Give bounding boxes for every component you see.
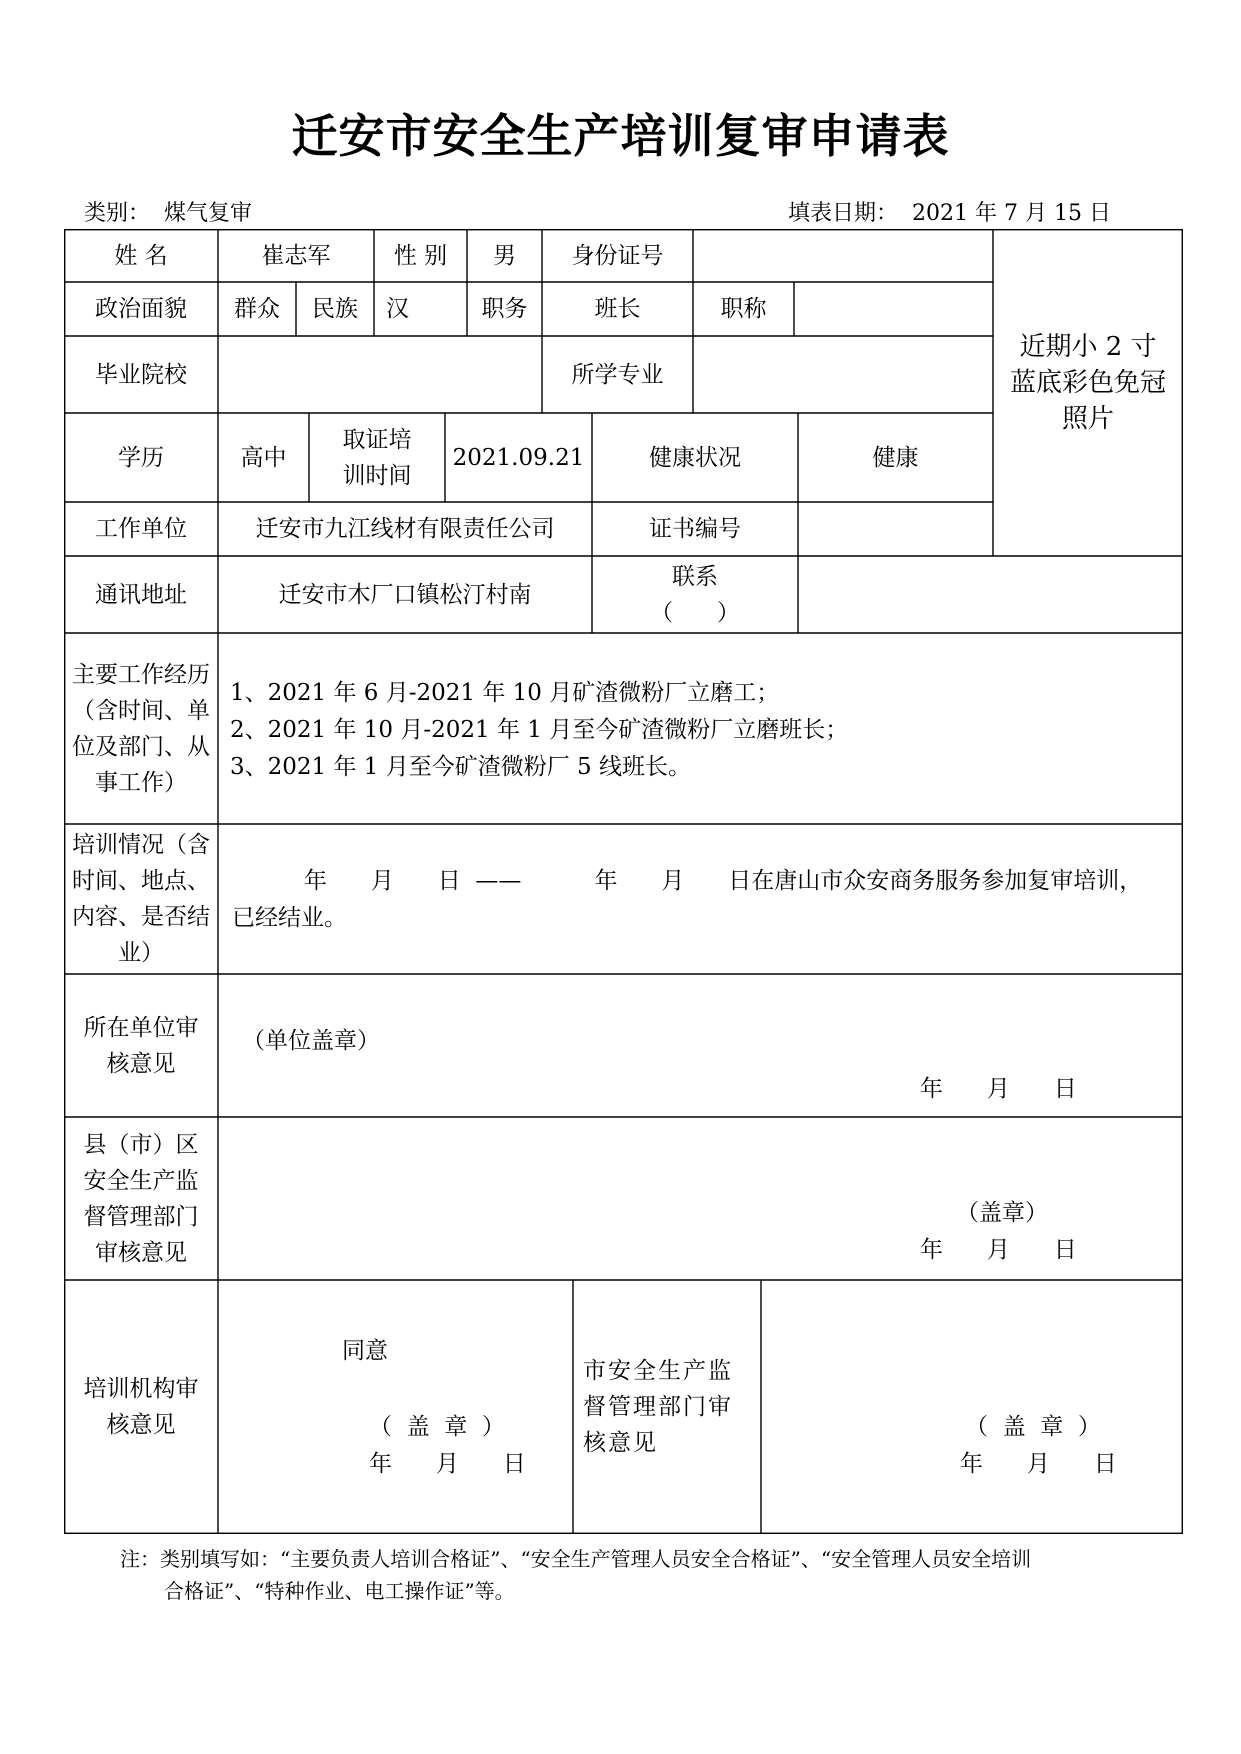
political-label: 政治面貌 [95,296,187,322]
major-label: 所学专业 [571,361,664,388]
id-value[interactable] [693,229,993,282]
health-label: 健康状况 [649,444,741,471]
training-label: 培训情况（含时间、地点、内容、是否结业） [72,832,210,966]
training-line[interactable]: 年 月 日 —— 年 月 日在唐山市众安商务服务参加复审培训， [304,868,1143,894]
cert-train-label: 取证培训时间 [342,426,412,489]
id-label: 身份证号 [571,242,664,269]
application-form [64,229,1183,1534]
fill-date-value: 2021 年 7 月 15 日 [912,201,1111,226]
city-seal: （ 盖 章 ） [965,1414,1101,1440]
name-label: 姓 名 [114,242,168,269]
position-label: 职务 [481,296,528,322]
gender-label: 性 别 [393,242,448,269]
employer-label: 工作单位 [95,516,187,542]
edu-label: 学历 [118,444,164,471]
address-value[interactable]: 迁安市木厂口镇松汀村南 [278,581,532,608]
experience-item[interactable]: 3、2021 年 1 月至今矿渣微粉厂 5 线班长。 [230,754,691,780]
unit-seal: （单位盖章） [242,1028,380,1054]
org-seal: （ 盖 章 ） [369,1414,505,1440]
unit-review-date[interactable]: 年 月 日 [920,1076,1077,1102]
title-value[interactable] [794,282,993,336]
footnote-line: 合格证”、“特种作业、电工操作证”等。 [164,1579,515,1603]
major-value[interactable] [693,336,993,413]
gender-value[interactable]: 男 [493,242,516,269]
fill-date-field [788,196,1111,227]
experience-item[interactable]: 1、2021 年 6 月-2021 年 10 月矿渣微粉厂立磨工； [230,680,780,706]
phone-value[interactable] [798,556,1183,633]
county-seal: （盖章） [956,1200,1048,1226]
category-label: 类别： [84,201,151,226]
health-value[interactable]: 健康 [872,444,919,471]
footnote [120,1543,1031,1607]
school-label: 毕业院校 [95,361,187,388]
address-label: 通讯地址 [95,581,187,608]
position-value[interactable]: 班长 [594,296,641,322]
name-value[interactable]: 崔志军 [261,242,331,269]
training-line[interactable]: 已经结业。 [232,905,347,931]
city-review-label: 市安全生产监督管理部门审核意见 [583,1358,733,1456]
category-field [84,196,252,227]
photo-placeholder[interactable]: 近期小 2 寸蓝底彩色免冠照片 [1009,332,1166,434]
phone-area-code[interactable]: （ ） [650,599,740,626]
title-label: 职称 [720,296,767,322]
cert-train-value[interactable]: 2021.09.21 [452,444,585,471]
school-value[interactable] [218,336,542,413]
cert-no-value[interactable] [798,502,1183,556]
experience-item[interactable]: 2、2021 年 10 月-2021 年 1 月至今矿渣微粉厂立磨班长； [230,717,849,743]
footnote-line: 注：类别填写如：“主要负责人培训合格证”、“安全生产管理人员安全合格证”、“安全管理人员安全培训 [120,1547,1032,1571]
unit-review-label: 所在单位审核意见 [83,1014,199,1077]
org-review-date[interactable]: 年 月 日 [369,1451,526,1477]
category-value: 煤气复审 [164,201,253,226]
employer-value[interactable]: 迁安市九江线材有限责任公司 [255,516,555,542]
phone-label: 联系 [672,563,718,590]
fill-date-label: 填表日期： [788,201,899,226]
org-opinion[interactable]: 同意 [342,1338,388,1364]
org-review-label: 培训机构审核意见 [83,1376,199,1438]
county-review-date[interactable]: 年 月 日 [920,1237,1077,1263]
county-review-label: 县（市）区安全生产监督管理部门审核意见 [83,1131,199,1266]
political-value[interactable]: 群众 [234,296,280,322]
city-review-date[interactable]: 年 月 日 [960,1451,1117,1477]
phone-label-cell [592,556,798,633]
experience-label: 主要工作经历（含时间、单位及部门、从事工作） [72,661,210,796]
edu-value[interactable]: 高中 [240,444,287,471]
ethnic-value[interactable]: 汉 [386,296,409,322]
page-title: 迁安市安全生产培训复审申请表 [291,109,950,163]
cert-no-label: 证书编号 [649,516,741,542]
ethnic-label: 民族 [312,296,358,322]
